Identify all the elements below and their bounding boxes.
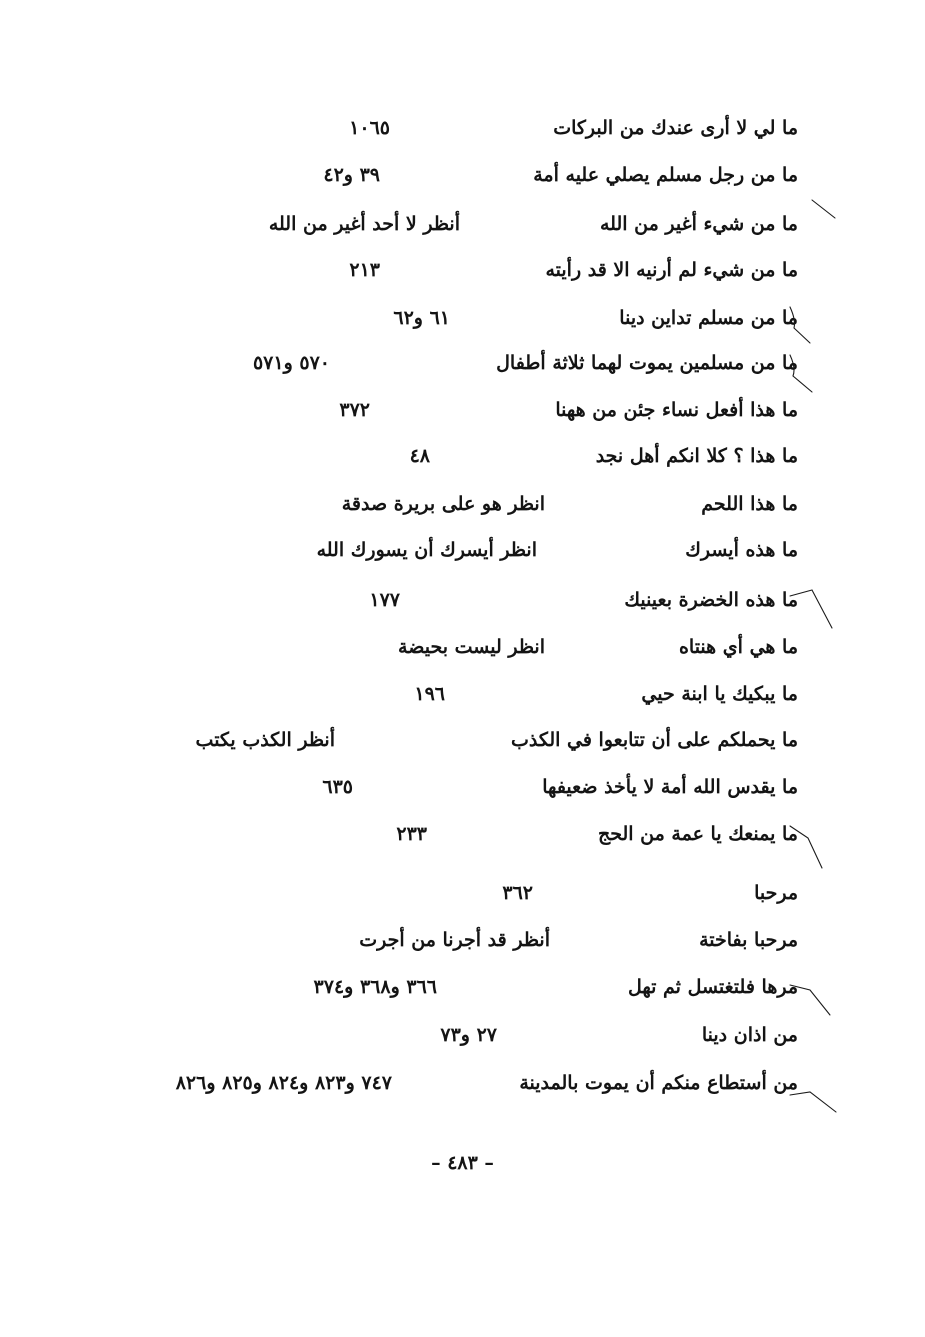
entry-reference: ٣٦٢	[502, 882, 533, 904]
entry-phrase: مرها فلتغتسل ثم تهل	[627, 976, 798, 998]
entry-reference: أنظر الكذب يكتب	[195, 729, 335, 751]
entry-reference: أنظر قد أجرنا من أجرت	[359, 929, 550, 951]
entry-reference: ٧٤٧ و٨٢٣ و٨٢٤ و٨٢٥ و٨٢٦	[175, 1072, 392, 1094]
entry-phrase: ما يقدس الله أمة لا يأخذ ضعيفها	[542, 776, 798, 798]
entry-reference: ٦٣٥	[322, 776, 353, 798]
entry-reference: انظر هو على بريرة صدقة	[341, 493, 545, 515]
entry-phrase: ما هذه أيسرك	[685, 539, 798, 561]
entry-phrase: مرحبا	[754, 882, 798, 904]
entry-phrase: ما هي أي هنتاه	[678, 636, 798, 658]
entry-phrase: ما من شيء لم أرنيه الا قد رأيته	[545, 259, 798, 281]
entry-reference: ٣٩ و٤٢	[323, 164, 380, 186]
entry-phrase: مرحبا بفاختة	[699, 929, 798, 951]
entry-reference: ٢٣٣	[396, 823, 427, 845]
entry-reference: ٣٦٦ و٣٦٨ و٣٧٤	[313, 976, 437, 998]
entry-reference: ٤٨	[409, 445, 430, 467]
entry-reference: ٥٧٠ و٥٧١	[252, 352, 330, 374]
entry-phrase: ما هذا اللحم	[701, 493, 798, 515]
entry-phrase: ما يمنعك يا عمة من الحج	[597, 823, 798, 845]
entry-reference: ٢١٣	[349, 259, 380, 281]
entry-phrase: ما يحملكم على أن تتابعوا في الكذب	[510, 729, 798, 751]
entry-reference: ٦١ و٦٢	[393, 307, 450, 329]
entry-phrase: من اذان دينا	[701, 1024, 798, 1046]
entry-reference: انظر أيسرك أن يسورك الله	[316, 539, 537, 561]
entry-phrase: ما يبكيك يا ابنة حيي	[641, 683, 798, 705]
entry-phrase: ما هذه الخضرة بعينيك	[624, 589, 798, 611]
entry-phrase: ما من مسلم تداين دينا	[619, 307, 798, 329]
entry-phrase: ما من شيء أغير من الله	[600, 213, 798, 235]
entry-phrase: من أستطاع منكم أن يموت بالمدينة	[519, 1072, 798, 1094]
page-number: – ٤٨٣ –	[431, 1152, 494, 1174]
entry-reference: ١٩٦	[414, 683, 445, 705]
entry-reference: أنظر لا أحد أغير من الله	[268, 213, 460, 235]
entry-phrase: ما من رجل مسلم يصلي عليه أمة	[533, 164, 798, 186]
entry-reference: ٣٧٢	[339, 399, 370, 421]
entry-reference: ١٠٦٥	[349, 117, 390, 139]
entry-phrase: ما هذا ؟ كلا انكم أهل نجد	[595, 445, 798, 467]
entry-reference: انظر ليست بحيضة	[398, 636, 545, 658]
entry-reference: ١٧٧	[369, 589, 400, 611]
entry-phrase: ما هذا أفعل نساء جئن من ههنا	[555, 399, 798, 421]
entry-reference: ٢٧ و٧٣	[440, 1024, 497, 1046]
entry-phrase: ما من مسلمين يموت لهما ثلاثة أطفال	[496, 352, 798, 374]
entry-phrase: ما لي لا أرى عندك من البركات	[553, 117, 798, 139]
